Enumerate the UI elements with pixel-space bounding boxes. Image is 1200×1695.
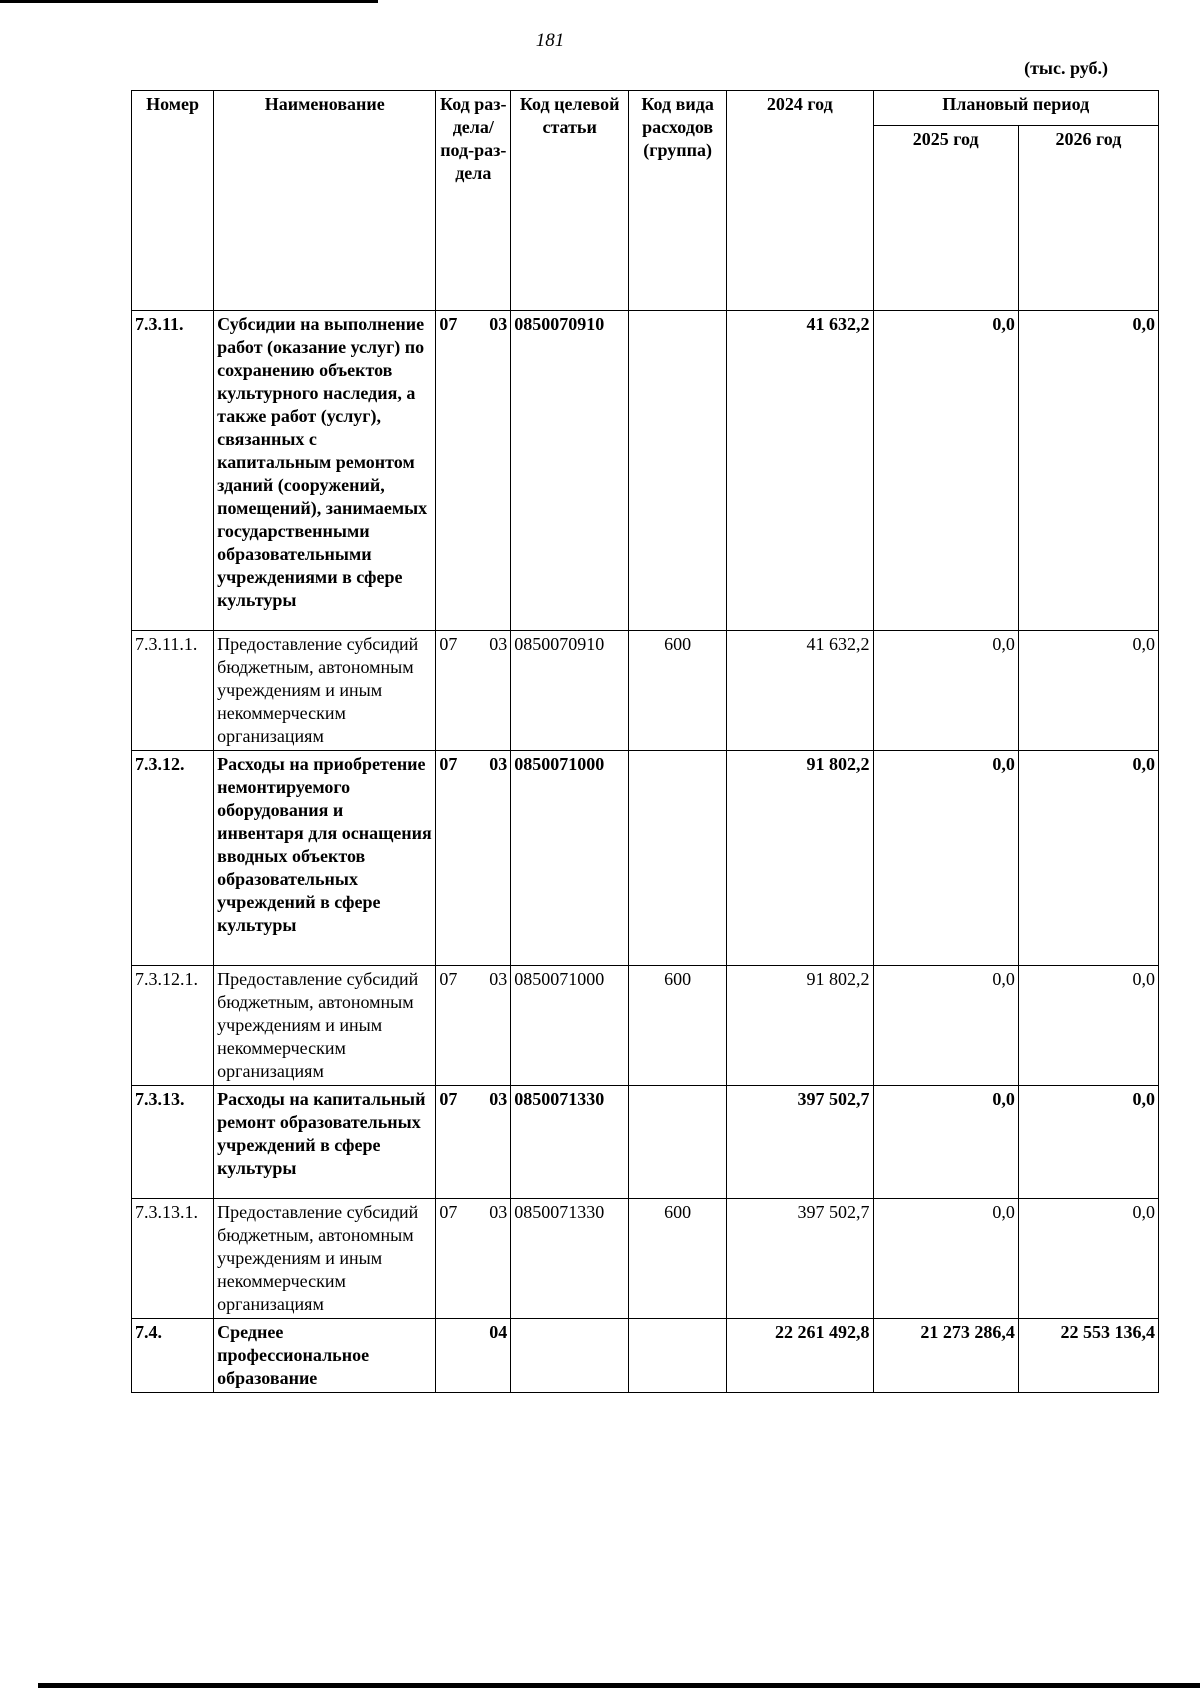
row-subsection: 03 bbox=[489, 754, 508, 774]
row-name: Расходы на капитальный ремонт образовательных учреждений в сфере культуры bbox=[214, 1086, 436, 1199]
row-amount-2024: 91 802,2 bbox=[727, 966, 873, 1086]
table-row bbox=[132, 966, 1159, 1086]
row-amount-2024: 41 632,2 bbox=[727, 311, 873, 631]
row-number: 7.3.13. bbox=[132, 1086, 214, 1199]
header-target-code: Код целевой статьи bbox=[511, 91, 629, 311]
row-amount-2026: 22 553 136,4 bbox=[1018, 1319, 1158, 1393]
row-expense-type bbox=[629, 311, 727, 631]
row-number: 7.3.11. bbox=[132, 311, 214, 631]
row-section-code bbox=[436, 966, 511, 1086]
row-amount-2024: 41 632,2 bbox=[727, 631, 873, 751]
row-subsection: 03 bbox=[489, 314, 508, 334]
row-section: 07 bbox=[439, 969, 458, 989]
row-section-code bbox=[436, 1199, 511, 1319]
row-section-code bbox=[436, 1319, 511, 1393]
row-amount-2026: 0,0 bbox=[1018, 631, 1158, 751]
row-expense-type: 600 bbox=[629, 1199, 727, 1319]
table-row bbox=[132, 311, 1159, 631]
budget-table bbox=[131, 90, 1159, 1393]
row-section-code bbox=[436, 311, 511, 631]
row-expense-type bbox=[629, 751, 727, 966]
row-name: Субсидии на выполнение работ (оказание услуг) по сохранению объектов культурного наследия, а также работ (услуг), связанных с капитальным ремонтом зданий (сооружений, помещений), занимаемых государственными образовательными учреждениями в сфере культуры bbox=[214, 311, 436, 631]
bottom-rule bbox=[38, 1683, 1200, 1688]
row-section: 07 bbox=[439, 314, 458, 334]
table-row bbox=[132, 1086, 1159, 1199]
row-amount-2024: 397 502,7 bbox=[727, 1086, 873, 1199]
header-number: Номер bbox=[132, 91, 214, 311]
row-target-code: 0850071330 bbox=[511, 1086, 629, 1199]
table-row bbox=[132, 631, 1159, 751]
row-target-code: 0850071000 bbox=[511, 751, 629, 966]
row-amount-2024: 397 502,7 bbox=[727, 1199, 873, 1319]
row-target-code bbox=[511, 1319, 629, 1393]
row-amount-2025: 0,0 bbox=[873, 1086, 1018, 1199]
header-section-code: Код раз-дела/ под-раз-дела bbox=[436, 91, 511, 311]
header-expense-type: Код вида расходов (группа) bbox=[629, 91, 727, 311]
row-section-code bbox=[436, 631, 511, 751]
row-amount-2026: 0,0 bbox=[1018, 751, 1158, 966]
row-target-code: 0850071330 bbox=[511, 1199, 629, 1319]
row-expense-type: 600 bbox=[629, 631, 727, 751]
row-number: 7.3.12. bbox=[132, 751, 214, 966]
header-row bbox=[132, 91, 1159, 126]
row-amount-2025: 0,0 bbox=[873, 966, 1018, 1086]
row-name: Предоставление субсидий бюджетным, автономным учреждениям и иным некоммерческим организациям bbox=[214, 1199, 436, 1319]
header-year-2026: 2026 год bbox=[1018, 126, 1158, 311]
row-subsection: 04 bbox=[489, 1322, 508, 1342]
table-body bbox=[132, 311, 1159, 1393]
row-name: Среднее профессиональное образование bbox=[214, 1319, 436, 1393]
row-section: 07 bbox=[439, 1089, 458, 1109]
row-expense-type bbox=[629, 1086, 727, 1199]
row-amount-2025: 0,0 bbox=[873, 631, 1018, 751]
row-section-code bbox=[436, 751, 511, 966]
row-amount-2026: 0,0 bbox=[1018, 1199, 1158, 1319]
row-subsection: 03 bbox=[489, 1202, 508, 1222]
row-target-code: 0850071000 bbox=[511, 966, 629, 1086]
row-subsection: 03 bbox=[489, 1089, 508, 1109]
row-amount-2026: 0,0 bbox=[1018, 966, 1158, 1086]
header-year-2024: 2024 год bbox=[727, 91, 873, 311]
header-name: Наименование bbox=[214, 91, 436, 311]
row-amount-2025: 0,0 bbox=[873, 311, 1018, 631]
row-amount-2025: 21 273 286,4 bbox=[873, 1319, 1018, 1393]
row-amount-2025: 0,0 bbox=[873, 1199, 1018, 1319]
row-section: 07 bbox=[439, 1202, 458, 1222]
row-section: 07 bbox=[439, 754, 458, 774]
row-number: 7.4. bbox=[132, 1319, 214, 1393]
table-row bbox=[132, 1319, 1159, 1393]
row-name: Предоставление субсидий бюджетным, автономным учреждениям и иным некоммерческим организациям bbox=[214, 631, 436, 751]
units-label: (тыс. руб.) bbox=[1024, 58, 1108, 78]
header-planning-period: Плановый период bbox=[873, 91, 1158, 126]
row-number: 7.3.11.1. bbox=[132, 631, 214, 751]
table-row bbox=[132, 751, 1159, 966]
page-number: 181 bbox=[535, 30, 565, 51]
row-name: Расходы на приобретение немонтируемого оборудования и инвентаря для оснащения вводных объектов образовательных учреждений в сфере культуры bbox=[214, 751, 436, 966]
top-rule bbox=[0, 0, 378, 3]
row-section-code bbox=[436, 1086, 511, 1199]
row-name: Предоставление субсидий бюджетным, автономным учреждениям и иным некоммерческим организациям bbox=[214, 966, 436, 1086]
row-amount-2026: 0,0 bbox=[1018, 1086, 1158, 1199]
row-target-code: 0850070910 bbox=[511, 311, 629, 631]
row-amount-2026: 0,0 bbox=[1018, 311, 1158, 631]
row-amount-2025: 0,0 bbox=[873, 751, 1018, 966]
row-subsection: 03 bbox=[489, 969, 508, 989]
row-number: 7.3.12.1. bbox=[132, 966, 214, 1086]
row-amount-2024: 91 802,2 bbox=[727, 751, 873, 966]
row-amount-2024: 22 261 492,8 bbox=[727, 1319, 873, 1393]
row-number: 7.3.13.1. bbox=[132, 1199, 214, 1319]
header-year-2025: 2025 год bbox=[873, 126, 1018, 311]
row-subsection: 03 bbox=[489, 634, 508, 654]
row-section: 07 bbox=[439, 634, 458, 654]
row-target-code: 0850070910 bbox=[511, 631, 629, 751]
row-expense-type bbox=[629, 1319, 727, 1393]
row-expense-type: 600 bbox=[629, 966, 727, 1086]
table-row bbox=[132, 1199, 1159, 1319]
